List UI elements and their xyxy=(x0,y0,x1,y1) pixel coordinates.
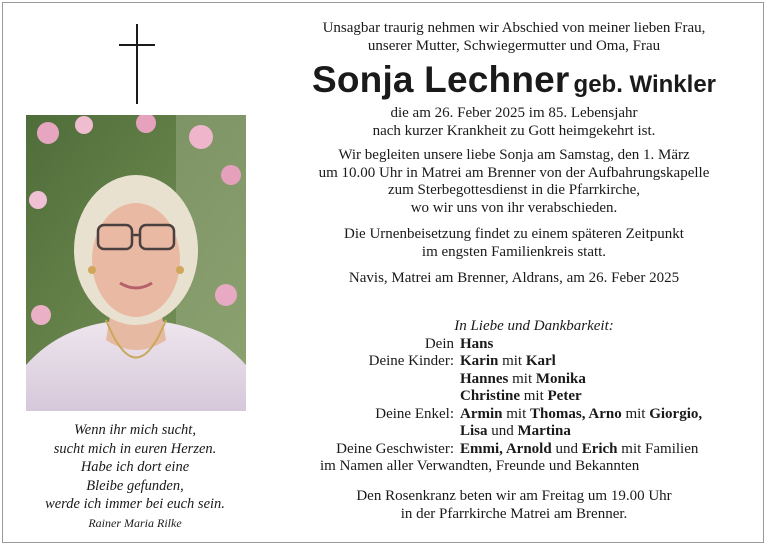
spouse-label: Dein xyxy=(424,335,454,352)
grandchild-name: Martina xyxy=(517,423,571,439)
death-info-line: nach kurzer Krankheit zu Gott heimgekehrt ist. xyxy=(372,122,656,139)
children-label: Deine Kinder: xyxy=(368,353,454,369)
birth-name: geb. Winkler xyxy=(573,71,717,98)
sibling-name: Emmi, Arnold xyxy=(460,440,552,457)
poem-line: sucht mich in euren Herzen. xyxy=(53,440,217,457)
family-row-children xyxy=(268,353,760,371)
family-row-spouse xyxy=(268,336,760,354)
partner-name: Monika xyxy=(535,370,586,387)
poem-line: werde ich immer bei euch sein. xyxy=(45,496,225,512)
siblings-suffix: mit Familien xyxy=(621,440,699,457)
sibling-name: Erich xyxy=(581,440,618,457)
portrait-photo xyxy=(26,115,246,411)
rosary-line: Den Rosenkranz beten wir am Freitag um 19.00 Uhr xyxy=(356,488,672,504)
poem-author: Rainer Maria Rilke xyxy=(88,515,182,530)
poem-line: Habe ich dort eine xyxy=(80,459,190,475)
grandchild-name: Lisa xyxy=(460,423,488,439)
child-name: Karin xyxy=(460,353,499,369)
family-row-siblings xyxy=(268,441,760,459)
name: Sonja Lechner xyxy=(311,59,570,100)
family-list xyxy=(268,318,760,476)
family-intro: In Liebe und Dankbarkeit: xyxy=(454,318,614,334)
cross-icon xyxy=(119,24,155,104)
notice-text xyxy=(268,20,760,288)
death-info-line: die am 26. Feber 2025 im 85. Lebensjahr xyxy=(390,105,638,121)
poem-line: Bleibe gefunden, xyxy=(86,477,184,494)
conj: und xyxy=(555,440,578,457)
child-name: Hannes xyxy=(460,370,509,387)
funeral-line: Wir begleiten unsere liebe Sonja am Samstag, den 1. März xyxy=(338,147,690,163)
intro-line: unserer Mutter, Schwiegermutter und Oma, Frau xyxy=(367,37,661,54)
funeral-line: wo wir uns von ihr verabschieden. xyxy=(410,199,618,216)
conj: mit xyxy=(625,405,646,422)
deceased-name xyxy=(268,59,760,105)
urn-line: Die Urnenbeisetzung findet zu einem späteren Zeitpunkt xyxy=(344,226,684,242)
conj: mit xyxy=(506,405,527,422)
partner-name: Peter xyxy=(547,388,582,404)
grandchildren-label: Deine Enkel: xyxy=(375,405,454,422)
siblings-label: Deine Geschwister: xyxy=(336,440,454,457)
family-row-children xyxy=(268,371,760,389)
conj: mit xyxy=(502,353,523,369)
urn-line: im engsten Familienkreis statt. xyxy=(421,243,607,260)
conj: und xyxy=(491,423,514,439)
funeral-line: zum Sterbegottesdienst in die Pfarrkirche, xyxy=(387,182,640,198)
intro-line: Unsagbar traurig nehmen wir Abschied von meiner lieben Frau, xyxy=(322,20,706,36)
grandchild-name: Thomas, Arno xyxy=(530,405,622,422)
grandchild-name: Armin xyxy=(460,405,503,422)
family-row-grandchildren xyxy=(268,406,760,424)
partner-name: Karl xyxy=(525,353,556,369)
poem xyxy=(20,421,250,532)
conj: mit xyxy=(523,388,544,404)
funeral-line: um 10.00 Uhr in Matrei am Brenner von der Aufbahrungskapelle xyxy=(318,164,710,181)
spouse-name: Hans xyxy=(460,335,494,352)
rosary-line: in der Pfarrkirche Matrei am Brenner. xyxy=(400,505,628,522)
others-line: im Namen aller Verwandten, Freunde und Bekannten xyxy=(320,458,640,474)
grandchild-name: Giorgio, xyxy=(649,405,703,422)
conj: mit xyxy=(512,370,533,387)
place-date: Navis, Matrei am Brenner, Aldrans, am 26. Feber 2025 xyxy=(348,270,680,286)
family-row-children xyxy=(268,388,760,406)
child-name: Christine xyxy=(460,388,520,404)
poem-line: Wenn ihr mich sucht, xyxy=(74,422,196,438)
family-row-grandchildren xyxy=(268,423,760,441)
rosary xyxy=(268,488,760,523)
